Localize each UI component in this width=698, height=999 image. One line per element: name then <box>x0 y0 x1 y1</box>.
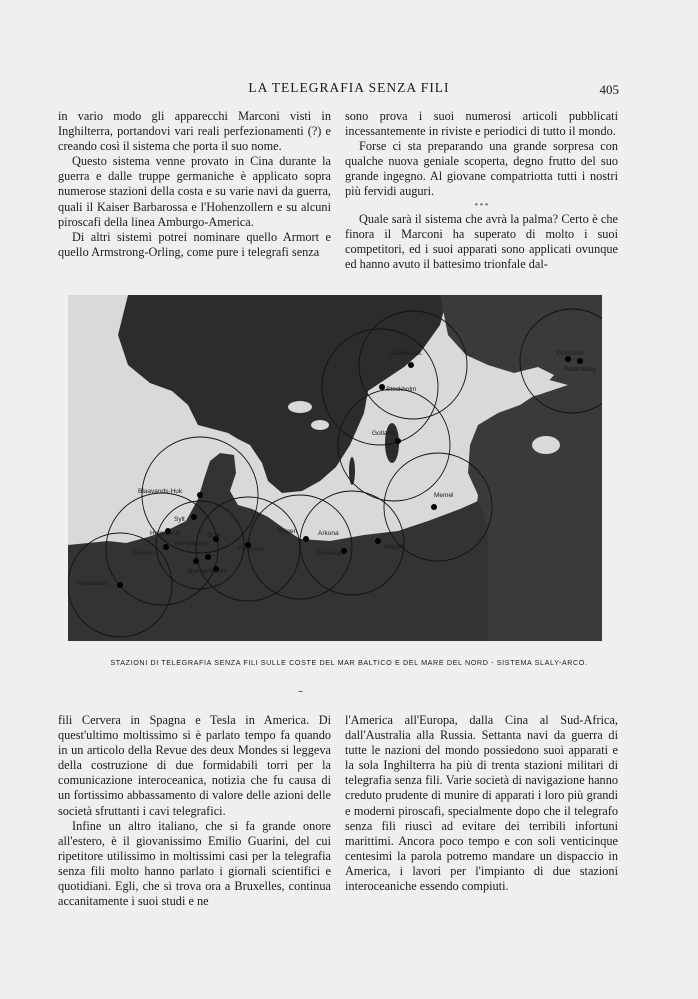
paragraph: Infine un altro italiano, che si fa grande onore all'estero, è il giovanissimo Emilio Guarini, del cui ripetitore utilissimo in moltissimi casi per la telegrafia senza fili molto hanno parlato i giornali scientifici e quotidiani. Egli, che si trova ora a Bruxelles, continua accanitamente i suoi studi e ne <box>58 818 331 909</box>
dash-mark: – <box>298 686 303 697</box>
page-number: 405 <box>599 82 619 97</box>
map-label: Helgoland <box>150 530 180 537</box>
map-label: Bremerhaven <box>188 568 228 575</box>
map-label: Stockholm <box>386 386 417 393</box>
paragraph: Questo sistema venne provato in Cina durante la guerra e dalle truppe germaniche è applicato sopra numerose stazioni della costa e su varie navi da guerra, quali il Kaiser Barbarossa e l'Hohenzollern e su alcuni piroscafi della linea Amburgo-America. <box>58 154 331 229</box>
paragraph: Di altri sistemi potrei nominare quello Armort e quello Armstrong-Orling, come pure i telegrafi senza <box>58 229 331 259</box>
paragraph: l'America all'Europa, dalla Cina al Sud-Africa, dall'Australia alla Russia. Settanta navi da guerra di tutte le nazioni del mondo possiedono suoi apparati e la sola Inghilterra ha più di trenta stazioni militari di telegrafia senza fili. Varie società di navigazione hanno creduto prudente di munire di apparati i loro più grandi e moderni piroscafi, specialmente dopo che il telegrafo senza fili riuscì ad evitare dei terribili infortuni marittimi. Ancora poco tempo e con soli venticinque centesimi la parola potremo mandare un dispaccio in America, i lavori per l'impianto di due stazioni interoceaniche essendo compiuti. <box>345 713 618 894</box>
text-column-top-left <box>58 109 331 260</box>
paragraph: sono prova i suoi numerosi articoli pubblicati incessantemente in riviste e periodici di tutto il mondo. <box>345 109 618 139</box>
lake <box>532 436 560 454</box>
paragraph: in vario modo gli apparecchi Marconi visti in Inghilterra, portandovi vari reali perfezionamenti (?) e creando così il sistema che porta il suo nome. <box>58 109 331 154</box>
map-label: Petersburg <box>564 366 596 373</box>
map-figure <box>68 295 602 641</box>
map-label: Dorserort <box>316 550 344 557</box>
map-label: Memel <box>434 492 454 499</box>
section-separator: * * * <box>474 201 489 210</box>
map-label: Arkona <box>318 530 339 537</box>
text-column-top-right <box>345 109 618 272</box>
station-dot <box>205 554 211 560</box>
lake <box>288 401 312 413</box>
map-label: Rügen <box>278 528 298 535</box>
baltic-map <box>68 295 602 641</box>
map-label: Wangeroog <box>174 540 208 547</box>
map-label: Bülk <box>208 532 221 539</box>
text-column-bottom-left <box>58 713 331 909</box>
station-dot <box>163 544 169 550</box>
station-dot <box>375 538 381 544</box>
figure-caption: STAZIONI DI TELEGRAFIA SENZA FILI SULLE COSTE DEL MAR BALTICO E DEL MARE DEL NORD - SISTEMA SLALY-ARCO. <box>110 658 588 667</box>
paragraph: Quale sarà il sistema che avrà la palma? Certo è che finora il Marconi ha superato di molto i suoi competitori, ed i suoi apparati sono applicati ovunque ed hanno avuto il battesimo trionfale dal- <box>345 211 618 271</box>
station-dot <box>379 384 385 390</box>
station-dot <box>197 492 203 498</box>
map-label: Amsterdam <box>76 580 110 587</box>
map-label: Alands-Ins. <box>390 350 423 357</box>
station-dot <box>431 504 437 510</box>
station-dot <box>577 358 583 364</box>
running-title: LA TELEGRAFIA SENZA FILI <box>248 80 450 95</box>
map-label: Kronstadt <box>556 350 584 357</box>
paragraph: Forse ci sta preparando una grande sorpresa con qualche nuova geniale scoperta, degno frutto del suo grande ingegno. Al giovane compatriotta tutti i nostri più fervidi auguri. <box>345 139 618 199</box>
text-column-bottom-right <box>345 713 618 894</box>
map-label: Sylt <box>174 516 185 523</box>
map-label: Borkum <box>132 550 155 557</box>
station-dot <box>117 582 123 588</box>
map-label: Gotland <box>372 430 395 437</box>
station-dot <box>193 558 199 564</box>
station-dot <box>303 536 309 542</box>
station-dot <box>408 362 414 368</box>
map-label: Rixhöft <box>384 544 405 551</box>
lake <box>311 420 329 430</box>
paragraph: fili Cervera in Spagna e Tesla in America. Di quest'ultimo moltissimo si è parlato tempo fa quando in un articolo della Revue des deux Mondes si leggeva della costruzione di due formidabili torri per la comunicazione interoceanica, notizia che fu causa di un fortissimo abbassamento di valore delle azioni delle società sfruttanti i cavi telegrafici. <box>58 713 331 818</box>
oland-island <box>349 457 355 485</box>
map-label: Fehmarn <box>238 546 265 553</box>
station-dot <box>191 514 197 520</box>
station-dot <box>395 438 401 444</box>
map-label: Blaavands-Huk <box>138 488 183 495</box>
